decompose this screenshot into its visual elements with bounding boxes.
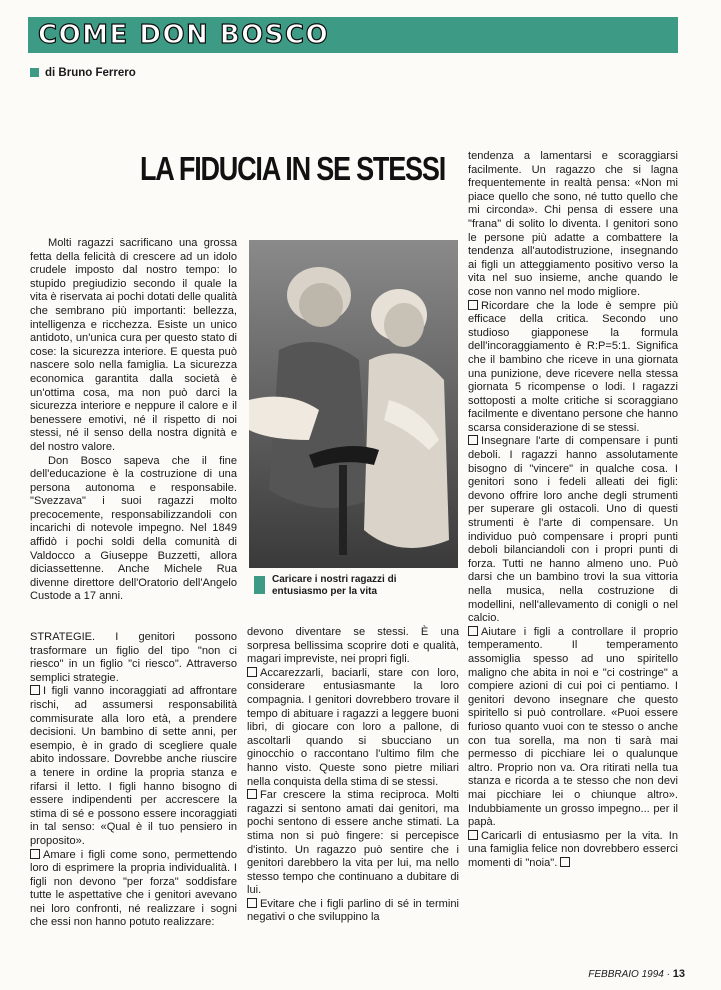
strategies-paragraph: STRATEGIE. I genitori possono trasformare un figlio del tipo "non ci riesco" in un figlio "ci riesco". Attraverso semplici strategie. <box>30 631 237 684</box>
strategy-item: Amare i figli come sono, permettendo loro di esprimere la propria individualità. I figli non devono "per forza" soddisfare tutte le aspettative che i genitori avevano nei loro confronti, né realizzare i sogni che essi non hanno potuto realizzare: <box>30 848 237 929</box>
byline <box>30 67 136 79</box>
column-1-top <box>30 237 237 604</box>
checkbox-square-icon <box>468 830 478 840</box>
checkbox-square-icon <box>247 789 257 799</box>
author-name: di Bruno Ferrero <box>45 67 136 79</box>
article-title: LA FIDUCIA IN SE STESSI <box>140 150 445 187</box>
strategy-item: Evitare che i figli parlino di sé in termini negativi o che sviluppino la <box>247 897 459 924</box>
issue-date: FEBBRAIO 1994 · <box>588 969 670 980</box>
strategy-item: Caricarli di entusiasmo per la vita. In una famiglia felice non dovrebbero esserci momenti di "noia". <box>468 829 678 869</box>
page-footer <box>588 968 685 980</box>
paragraph: tendenza a lamentarsi e scoraggiarsi facilmente. Un ragazzo che si lagna frequentemente in realtà pensa: «Non mi piace quello che sono, né tutto quello che mi circonda». Chi pensa di essere una "frana" di solito lo diventa. I genitori sono le persone più adatte a combattere la tendenza all'autodistruzione, insegnando ai figli un atteggiamento positivo verso la vita nel suo insieme, anche quando le cose non vanno nel modo migliore. <box>468 150 678 298</box>
strategy-item: Aiutare i figli a controllare il proprio temperamento. Il temperamento assomiglia spesso ad uno spiritello maligno che abita in noi e "ci costringe" a compiere azioni di cui poi ci pentiamo. I genitori devono insegnare che questo spiritello si può controllare. «Puoi essere furioso quanto vuoi con te stesso o anche con tua sorella, ma non ti sarà mai permesso di picchiare lei o qualunque altro. Proprio non va. Ora ritirati nella tua stanza e ricorda a te stesso che non devi mai picchiare lei o chiunque altro». Indubbiamente un grosso impegno... per il papà. <box>468 625 678 829</box>
strategy-item: Accarezzarli, baciarli, stare con loro, considerare entusiasmante la loro compagnia. I genitori dovrebbero trovare il tempo di abituare i ragazzi a leggere buoni libri, di giocare con loro a pallone, di ascoltarli quando si sbucciano un ginocchio o raccontano l'ultimo film che hanno visto. Queste sono pietre miliari nella conquista della stima di se stessi. <box>247 666 459 788</box>
page-number: 13 <box>672 968 685 980</box>
checkbox-square-icon <box>247 898 257 908</box>
article-photo <box>249 240 458 568</box>
checkbox-square-icon <box>30 849 40 859</box>
paragraph: devono diventare se stessi. È una sorpresa bellissima scoprire doti e qualità, magari impreviste, nei propri figli. <box>247 626 459 666</box>
caption-marker-icon <box>254 576 265 594</box>
checkbox-square-icon <box>468 435 478 445</box>
bullet-square-icon <box>30 68 39 77</box>
column-2 <box>247 626 459 925</box>
section-banner <box>28 17 678 53</box>
end-mark-icon <box>560 857 570 867</box>
checkbox-square-icon <box>30 685 40 695</box>
checkbox-square-icon <box>247 667 257 677</box>
checkbox-square-icon <box>468 300 478 310</box>
strategy-item: Insegnare l'arte di compensare i punti deboli. I ragazzi hanno assolutamente bisogno di "vincere" in qualche cosa. I genitori sono i fedeli alleati dei figli: devono offrire loro anche degli strumenti per superare gli ostacoli. Uno di questi strumenti è l'arte di compensare. Un individuo può compensare i propri punti deboli bilanciandoli con i propri punti di forza. Tutti ne hanno almeno uno. Può darsi che un bambino trovi la sua vittoria nella musica, nella costruzione di modellini, nell'allevamento di conigli o nel calcio. <box>468 435 678 625</box>
column-3 <box>468 150 678 870</box>
strategy-item: Ricordare che la lode è sempre più efficace della critica. Secondo uno studioso giapponese la formula dell'incoraggiamento è R:P=5:1. Significa che il bambino che riceve in una giornata una punizione, deve ricevere nella stessa giornata 5 ricompense o lodi. I ragazzi sottoposti a molte critiche si scoraggiano facilmente e diventano persone che hanno scarsa considerazione di se stessi. <box>468 299 678 434</box>
photo-caption: Caricare i nostri ragazzi di entusiasmo per la vita <box>254 574 454 598</box>
column-1-bottom <box>30 631 237 930</box>
section-title: COME DON BOSCO <box>38 20 330 50</box>
checkbox-square-icon <box>468 626 478 636</box>
paragraph: Don Bosco sapeva che il fine dell'educazione è la costruzione di una persona autonoma e responsabile. "Svezzava" i suoi ragazzi molto precocemente, responsabilizzandoli con incarichi di notevole impegno. Nel 1849 affidò i pochi soldi della comunità di Valdocco a Giuseppe Buzzetti, allora diciassettenne. Anche Michele Rua divenne direttore dell'Oratorio dell'Angelo Custode a 17 anni. <box>30 454 237 603</box>
strategy-item: Far crescere la stima reciproca. Molti ragazzi si sentono amati dai genitori, ma pochi sentono di essere anche stimati. La stima non si può fingere: si percepisce d'istinto. Un ragazzo può sentire che i genitori darebbero la vita per lui, ma nello stesso tempo che continuano a dubitare di lui. <box>247 789 459 897</box>
strategy-item: I figli vanno incoraggiati ad affrontare rischi, ad assumersi responsabilità commisurate alla loro età, a prendere decisioni. Un bambino di sette anni, per esempio, è in grado di scegliere quale abito indossare. Dovrebbe anche riuscire a tenere in ordine la propria stanza e rifarsi il letto. I figli hanno bisogno di essere indipendenti per accrescere la stima di sé e possono essere incoraggiati in tal senso: «Qual è il tuo pensiero in proposito». <box>30 685 237 847</box>
children-playing-illustration <box>249 240 458 568</box>
paragraph: Molti ragazzi sacrificano una grossa fetta della felicità di crescere ad un idolo crudele imposto dal nostro tempo: lo stupido pregiudizio secondo il quale la vita è riservata ai pochi dotati delle qualità che sembrano più importanti: bellezza, intelligenza e ricchezza. Esiste un unico antidoto, un'unica cura per questo stato di cose: la sicurezza interiore. E questa può nascere solo nella famiglia. La sicurezza economica garantita dalla società è un'ottima cosa, ma non può darci la sicurezza interiore e neppure il calore e il benessere emotivi, né il rispetto di noi stessi, né il senso della nostra dignità e del nostro valore. <box>30 237 237 453</box>
